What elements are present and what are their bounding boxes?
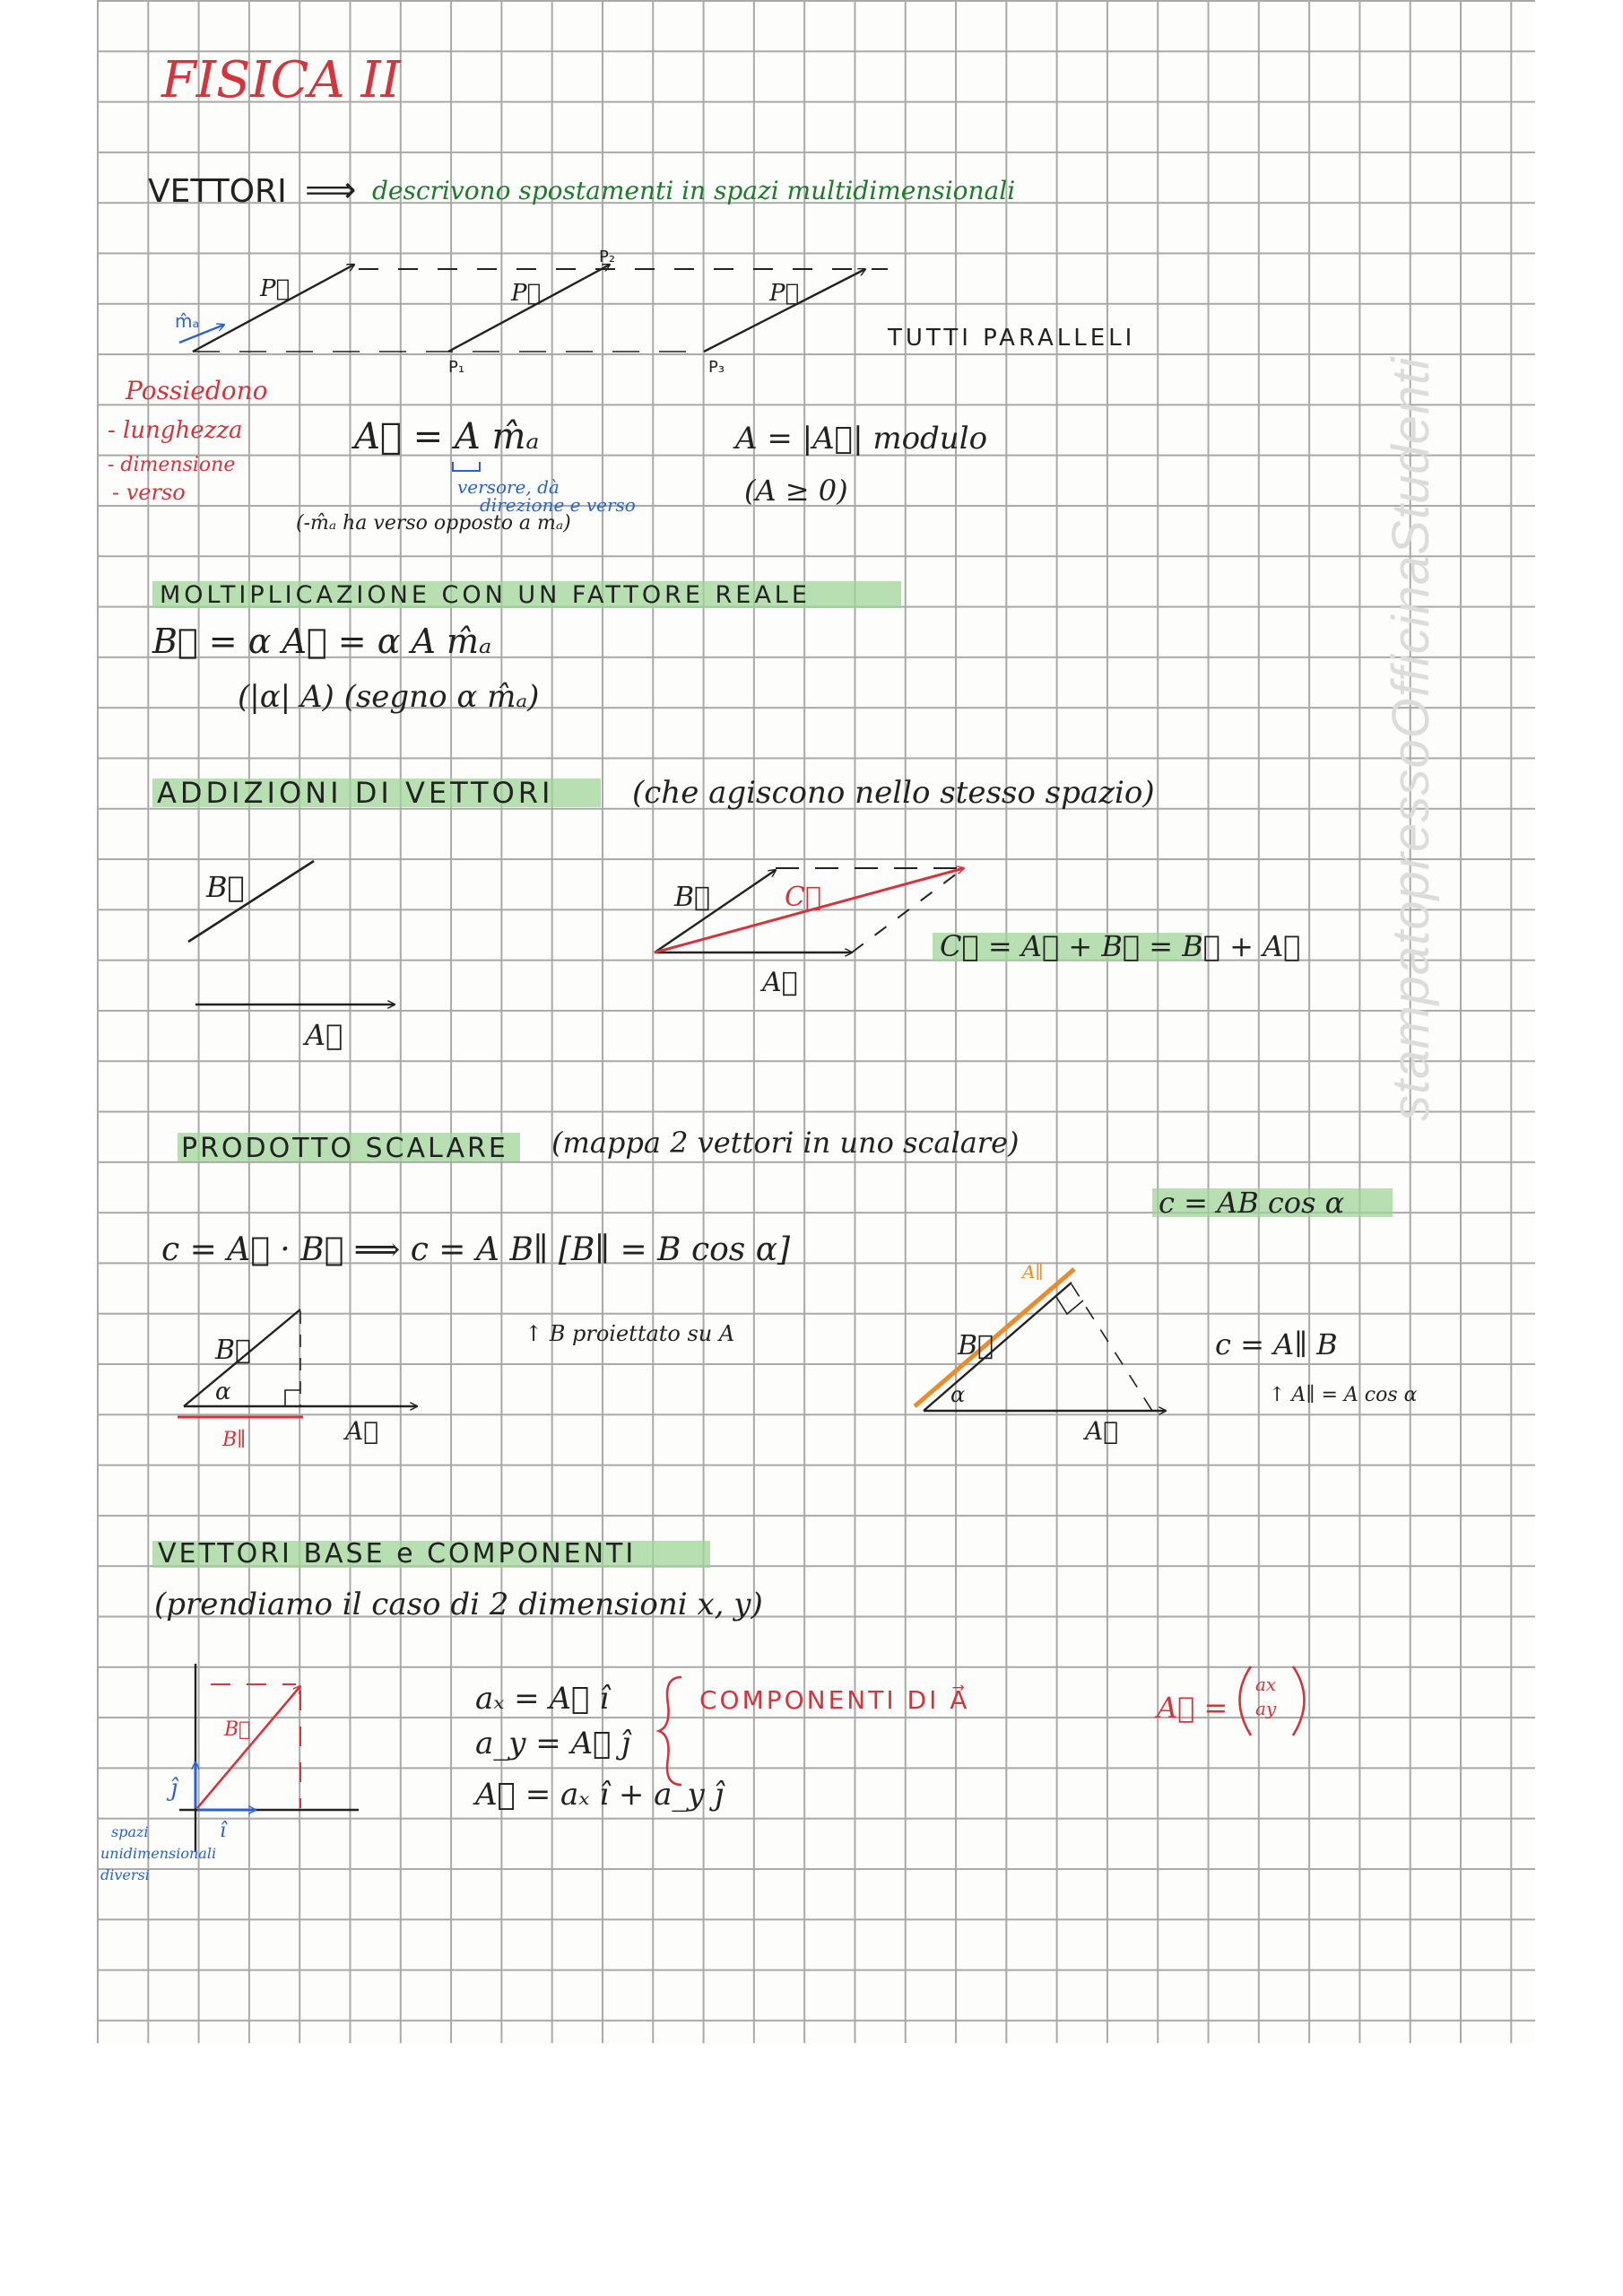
- dot2-vector-b: [924, 1283, 1072, 1411]
- moltiplicazione-detail: (|α| A) (segno α m̂ₐ): [238, 679, 540, 715]
- base-label-b: B⃗: [224, 1718, 251, 1741]
- base-label-j: ĵ: [170, 1775, 178, 1802]
- point-p1: P₁: [448, 358, 465, 377]
- sum-formula: C⃗ = A⃗ + B⃗ = B⃗ + A⃗: [940, 929, 1301, 963]
- property-length: - lunghezza: [108, 417, 243, 444]
- vector-p-2: [448, 265, 610, 352]
- addizione-note: (che agiscono nello stesso spazio): [632, 775, 1155, 811]
- dot2-formula: c = A∥ B: [1215, 1327, 1338, 1361]
- prodotto-result: c = AB cos α: [1159, 1186, 1345, 1220]
- vector-column-paren-left: [1240, 1666, 1252, 1735]
- versor-note-2: direzione e verso: [480, 494, 636, 516]
- dot2-label-a: A⃗: [1085, 1416, 1119, 1446]
- dot-label-b-par: B∥: [222, 1429, 247, 1451]
- vector-column-lhs: A⃗ =: [1157, 1691, 1228, 1725]
- label-a-parallelogram: A⃗: [762, 967, 798, 998]
- dot-label-a: A⃗: [345, 1416, 379, 1446]
- base-heading: VETTORI BASE e COMPONENTI: [158, 1538, 637, 1570]
- properties-title: Possiedono: [126, 376, 268, 405]
- watermark-text: stampatopressoOfficinaStudenti: [1382, 356, 1440, 1121]
- vector-column-bottom: ay: [1255, 1698, 1277, 1719]
- base-vector-b: [197, 1686, 300, 1808]
- vector-formula: A⃗ = A m̂ₐ: [354, 416, 540, 457]
- versor-bracket: [453, 462, 480, 471]
- dot2-a-par-orange: [915, 1269, 1074, 1406]
- prodotto-note: (mappa 2 vettori in uno scalare): [551, 1126, 1020, 1160]
- components-brace: [659, 1677, 681, 1785]
- parallel-note: TUTTI PARALLELI: [888, 325, 1136, 352]
- prodotto-formula: c = A⃗ · B⃗ ⟹ c = A B∥ [B∥ = B cos α]: [161, 1231, 791, 1268]
- component-ay: a_y = A⃗ ĵ: [475, 1726, 630, 1761]
- point-p2: P₂: [599, 248, 616, 266]
- modulus-condition: (A ≥ 0): [744, 474, 848, 508]
- moltiplicazione-heading: MOLTIPLICAZIONE CON UN FATTORE REALE: [160, 581, 811, 609]
- side-note-3: diversi: [100, 1866, 150, 1883]
- component-sum: A⃗ = aₓ î + a_y ĵ: [475, 1777, 725, 1813]
- base-label-i: î: [220, 1820, 227, 1842]
- addizione-heading: ADDIZIONI DI VETTORI: [157, 776, 554, 810]
- side-note-1: spazi: [111, 1823, 149, 1840]
- dot2-drop-dashed: [1072, 1284, 1152, 1411]
- dot2-right-angle: [1056, 1297, 1083, 1314]
- vector-column-top: ax: [1255, 1674, 1277, 1695]
- projection-note: ↑ B proiettato su A: [525, 1321, 735, 1346]
- modulus-formula: A = |A⃗| modulo: [735, 421, 988, 457]
- component-ax: aₓ = A⃗ î: [475, 1681, 610, 1717]
- dot2-formula-note: ↑ A∥ = A cos α: [1269, 1384, 1418, 1406]
- label-c-parallelogram: C⃗: [785, 882, 821, 913]
- vettori-heading: VETTORI: [148, 173, 287, 210]
- opposite-note: (-m̂ₐ ha verso opposto a mₐ): [296, 512, 571, 535]
- vettori-arrow: ⟹: [305, 170, 357, 211]
- label-a-alone: A⃗: [305, 1018, 343, 1052]
- prodotto-heading: PRODOTTO SCALARE: [181, 1133, 508, 1164]
- property-dimension: - dimensione: [108, 454, 236, 476]
- base-note: (prendiamo il caso di 2 dimensioni x, y): [154, 1587, 763, 1622]
- label-b-alone: B⃗: [206, 870, 245, 904]
- dot-label-b: B⃗: [215, 1335, 252, 1366]
- dot2-label-alpha: α: [950, 1382, 966, 1407]
- dot2-label-a-par: A∥: [1022, 1261, 1044, 1283]
- point-p3: P₃: [708, 358, 725, 377]
- dot-label-alpha: α: [215, 1378, 231, 1405]
- page-title: FISICA II: [161, 51, 401, 109]
- dot2-label-b: B⃗: [958, 1330, 994, 1361]
- moltiplicazione-formula: B⃗ = α A⃗ = α A m̂ₐ: [152, 622, 492, 661]
- unit-vector-label: m̂ₐ: [175, 310, 200, 332]
- dot-right-angle: [285, 1390, 300, 1406]
- versor-note-1: versore, dà: [457, 476, 560, 498]
- label-p-1: P⃗: [260, 275, 291, 302]
- property-verse: - verso: [112, 480, 186, 505]
- label-p-3: P⃗: [769, 280, 800, 307]
- side-note-2: unidimensionali: [100, 1845, 217, 1862]
- parallelogram-b: [655, 870, 776, 952]
- label-b-parallelogram: B⃗: [674, 882, 711, 913]
- vettori-description: descrivono spostamenti in spazi multidimensionali: [372, 176, 1016, 205]
- vector-column-paren-right: [1293, 1666, 1305, 1735]
- components-label: COMPONENTI DI A⃗: [699, 1685, 970, 1715]
- label-p-2: P⃗: [511, 280, 542, 307]
